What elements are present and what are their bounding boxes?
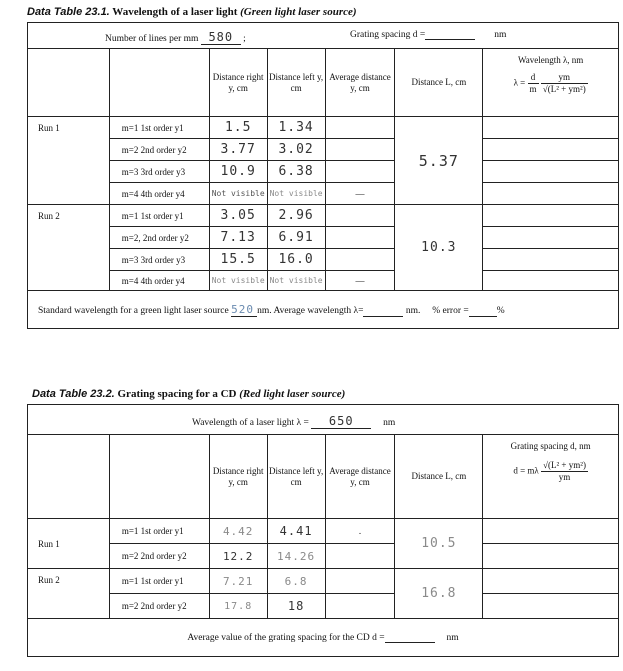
- header-right-unit: cm: [236, 476, 248, 487]
- left-value[interactable]: 16.0: [267, 249, 325, 271]
- table-row: [28, 249, 619, 271]
- header-avg-unit: cm: [358, 476, 370, 487]
- wavelength-header-label: Wavelength λ, nm: [517, 55, 584, 65]
- grating-spacing-field[interactable]: [425, 30, 475, 40]
- grating-spacing-label: Grating spacing d =: [350, 30, 426, 40]
- table2-header-right: Distance right y, cm: [209, 435, 267, 519]
- grating-formula: [483, 460, 618, 483]
- formula-lhs: λ =: [513, 77, 526, 88]
- grating-header-label: Grating spacing d, nm: [510, 441, 591, 451]
- left-value[interactable]: 4.41: [267, 519, 325, 544]
- laser-wavelength-unit: nm: [383, 418, 396, 428]
- wavelength-cell[interactable]: [483, 227, 619, 249]
- order-label: m=1 1st order y1: [109, 569, 209, 594]
- avg-wavelength-field[interactable]: [363, 307, 403, 317]
- table2-title-bold: Data Table 23.2.: [32, 388, 115, 400]
- table-row: [28, 227, 619, 249]
- table-row: [28, 205, 619, 227]
- avg-value[interactable]: —: [325, 271, 395, 291]
- left-value[interactable]: 6.38: [267, 161, 325, 183]
- formula-lhs: d = mλ: [513, 465, 539, 476]
- grating-cell[interactable]: [483, 594, 619, 619]
- table1-title-bold: Data Table 23.1.: [27, 6, 110, 18]
- table2-title: [32, 388, 345, 400]
- table2-header-row: [28, 435, 619, 519]
- formula-root: √(L² + ym²): [543, 460, 586, 470]
- lines-per-mm-label: Number of lines per mm: [105, 34, 199, 44]
- avg-grating-label: Average value of the grating spacing for the CD d =: [187, 632, 385, 643]
- table-row: [28, 139, 619, 161]
- avg-value[interactable]: —: [325, 183, 395, 205]
- order-label: m=1 1st order y1: [109, 205, 209, 227]
- table1-grid: [27, 48, 619, 329]
- left-value[interactable]: 18: [267, 594, 325, 619]
- right-value[interactable]: 10.9: [209, 161, 267, 183]
- wavelength-formula: [483, 72, 618, 95]
- table2-grid: [27, 434, 619, 657]
- wavelength-cell[interactable]: [483, 249, 619, 271]
- right-value[interactable]: 17.8: [209, 594, 267, 619]
- header-avg-label: Average distance y: [329, 465, 391, 487]
- lines-per-mm-value[interactable]: 580: [201, 30, 241, 45]
- percent-error-label: % error =: [432, 305, 469, 316]
- run2-label: Run 2: [28, 569, 110, 619]
- std-wavelength-label: Standard wavelength for a green light laser source: [38, 305, 229, 316]
- header-left-label: Distance left y: [269, 71, 321, 82]
- table2-title-rest: Grating spacing for a CD: [114, 388, 240, 400]
- percent-error-unit: %: [496, 305, 505, 316]
- avg-value[interactable]: .: [325, 519, 395, 544]
- right-value[interactable]: 7.21: [209, 569, 267, 594]
- run2-L-value[interactable]: 16.8: [395, 569, 483, 619]
- run1-label: Run 1: [28, 117, 110, 205]
- header-left-unit: cm: [290, 82, 302, 93]
- right-value[interactable]: 7.13: [209, 227, 267, 249]
- avg-value[interactable]: [325, 227, 395, 249]
- left-value[interactable]: Not visible: [267, 183, 325, 205]
- order-label: m=4 4th order y4: [109, 271, 209, 291]
- order-label: m=4 4th order y4: [109, 183, 209, 205]
- header-left-unit: cm: [290, 476, 302, 487]
- right-value[interactable]: 3.05: [209, 205, 267, 227]
- header-avg-label: Average distance y: [329, 71, 391, 93]
- header-left-label: Distance left y: [269, 465, 321, 476]
- table1-header-avg: Average distance y, cm: [325, 49, 395, 117]
- laser-wavelength: [192, 414, 395, 429]
- table2-header-grating: [483, 435, 619, 519]
- wavelength-cell[interactable]: [483, 205, 619, 227]
- table2-header-order: [109, 435, 209, 519]
- avg-value[interactable]: [325, 544, 395, 569]
- avg-grating-field[interactable]: [385, 633, 435, 643]
- right-value[interactable]: Not visible: [209, 183, 267, 205]
- run1-L-value[interactable]: 5.37: [395, 117, 483, 205]
- wavelength-cell[interactable]: [483, 161, 619, 183]
- order-label: m=2 2nd order y2: [109, 139, 209, 161]
- avg-wavelength-unit: nm.: [405, 305, 421, 316]
- grating-cell[interactable]: [483, 569, 619, 594]
- order-label: m=2, 2nd order y2: [109, 227, 209, 249]
- formula-ym: ym: [541, 72, 588, 84]
- table-row: [28, 544, 619, 569]
- percent-error-field[interactable]: [469, 307, 497, 317]
- avg-wavelength-label: Average wavelength λ=: [273, 305, 364, 316]
- order-label: m=1 1st order y1: [109, 519, 209, 544]
- table2-header-avg: Average distance y, cm: [325, 435, 395, 519]
- grating-cell[interactable]: [483, 544, 619, 569]
- order-label: m=2 2nd order y2: [109, 544, 209, 569]
- std-wavelength-unit: nm.: [257, 305, 272, 316]
- formula-d: d: [528, 72, 539, 84]
- avg-value[interactable]: [325, 205, 395, 227]
- wavelength-cell[interactable]: [483, 117, 619, 139]
- left-value[interactable]: 3.02: [267, 139, 325, 161]
- header-L-label: Distance L, cm: [411, 77, 467, 87]
- table-row: [28, 271, 619, 291]
- avg-value[interactable]: [325, 594, 395, 619]
- table1-header-wavelength: [483, 49, 619, 117]
- formula-m: m: [529, 84, 537, 94]
- lines-per-mm: Number of lines per mm 580 ;: [105, 30, 246, 44]
- avg-value[interactable]: [325, 139, 395, 161]
- table1-title-rest: Wavelength of a laser light: [109, 6, 241, 18]
- table1-header-row: [28, 49, 619, 117]
- left-value[interactable]: 1.34: [267, 117, 325, 139]
- formula-ym-over-root: [541, 72, 588, 95]
- right-value[interactable]: 3.77: [209, 139, 267, 161]
- wavelength-cell[interactable]: [483, 139, 619, 161]
- table2-footer-row: [28, 619, 619, 657]
- table1-footer-row: [28, 291, 619, 329]
- order-label: m=1 1st order y1: [109, 117, 209, 139]
- table1-title: [27, 6, 357, 18]
- order-label: m=3 3rd order y3: [109, 249, 209, 271]
- formula-root: √(L² + ym²): [542, 84, 586, 94]
- left-value[interactable]: Not visible: [267, 271, 325, 291]
- left-value[interactable]: 2.96: [267, 205, 325, 227]
- wavelength-cell[interactable]: [483, 271, 619, 291]
- left-value[interactable]: 14.26: [267, 544, 325, 569]
- header-right-label: Distance right y: [212, 71, 264, 93]
- table2-title-source: (Red light laser source): [239, 388, 346, 400]
- run2-L-value[interactable]: 10.3: [395, 205, 483, 291]
- table1-title-source: (Green light laser source): [240, 6, 357, 18]
- left-value[interactable]: 6.91: [267, 227, 325, 249]
- std-wavelength-value[interactable]: 520: [231, 303, 257, 317]
- table-row: [28, 183, 619, 205]
- right-value[interactable]: Not visible: [209, 271, 267, 291]
- run1-label: Run 1: [28, 519, 110, 569]
- avg-value[interactable]: [325, 117, 395, 139]
- grating-spacing-unit: nm: [494, 30, 507, 40]
- formula-ym: ym: [558, 472, 571, 482]
- table1-header-left: Distance left y, cm: [267, 49, 325, 117]
- grating-spacing: [350, 30, 506, 40]
- table2-header-L: [395, 435, 483, 519]
- table1-header-empty: [28, 49, 110, 117]
- left-value[interactable]: 6.8: [267, 569, 325, 594]
- right-value[interactable]: 12.2: [209, 544, 267, 569]
- formula-root-over-ym: [541, 460, 588, 483]
- laser-wavelength-value[interactable]: 650: [311, 414, 371, 429]
- laser-wavelength-label: Wavelength of a laser light λ =: [192, 418, 309, 428]
- right-value[interactable]: 1.5: [209, 117, 267, 139]
- avg-grating-unit: nm: [446, 632, 459, 643]
- formula-d-over-m: [528, 72, 539, 95]
- avg-value[interactable]: [325, 249, 395, 271]
- avg-value[interactable]: [325, 161, 395, 183]
- right-value[interactable]: 4.42: [209, 519, 267, 544]
- table1-header-L: [395, 49, 483, 117]
- run2-label: Run 2: [28, 205, 110, 291]
- wavelength-cell[interactable]: [483, 183, 619, 205]
- grating-cell[interactable]: [483, 519, 619, 544]
- run1-L-value[interactable]: 10.5: [395, 519, 483, 569]
- header-L-label: Distance L, cm: [411, 471, 467, 481]
- table-row: [28, 519, 619, 544]
- avg-value[interactable]: [325, 569, 395, 594]
- table1-footer: [28, 291, 619, 329]
- table2-header-left: Distance left y, cm: [267, 435, 325, 519]
- header-avg-unit: cm: [358, 82, 370, 93]
- table-row: [28, 594, 619, 619]
- table-row: [28, 161, 619, 183]
- order-label: m=2 2nd order y2: [109, 594, 209, 619]
- table2-header-empty: [28, 435, 110, 519]
- right-value[interactable]: 15.5: [209, 249, 267, 271]
- order-label: m=3 3rd order y3: [109, 161, 209, 183]
- table-row: [28, 117, 619, 139]
- table-row: [28, 569, 619, 594]
- table1-header-right: Distance right y, cm: [209, 49, 267, 117]
- table2-footer: [28, 619, 619, 657]
- table1-header-order: [109, 49, 209, 117]
- header-right-unit: cm: [236, 82, 248, 93]
- header-right-label: Distance right y: [212, 465, 264, 487]
